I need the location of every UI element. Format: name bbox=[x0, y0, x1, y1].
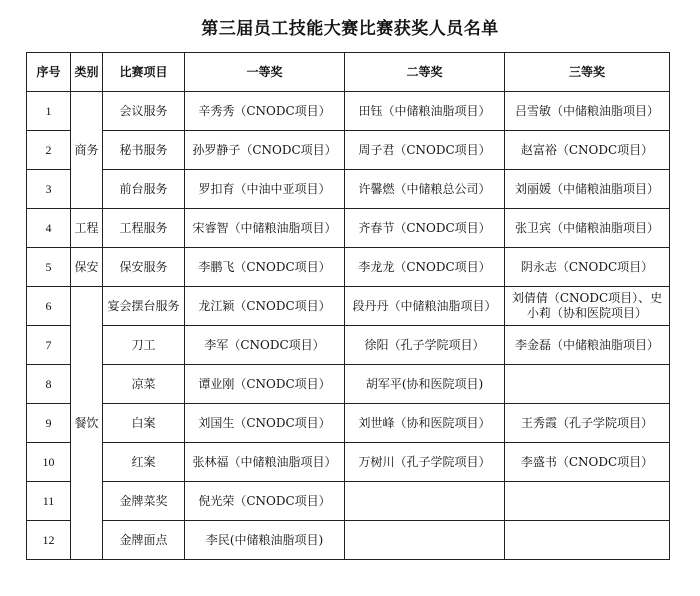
second-prize-cell: 许馨燃（中储粮总公司） bbox=[345, 170, 505, 209]
header-first-prize: 一等奖 bbox=[185, 53, 345, 92]
first-prize-cell: 罗扣育（中油中亚项目） bbox=[185, 170, 345, 209]
second-prize-cell: 徐阳（孔子学院项目） bbox=[345, 326, 505, 365]
second-prize-cell: 刘世峰（协和医院项目） bbox=[345, 404, 505, 443]
table-row bbox=[27, 131, 670, 170]
table-row bbox=[27, 209, 670, 248]
third-prize-cell: 刘倩倩（CNODC项目）、史小莉（协和医院项目） bbox=[505, 287, 670, 326]
header-category: 类别 bbox=[71, 53, 103, 92]
row-number: 5 bbox=[27, 248, 71, 287]
header-event: 比赛项目 bbox=[103, 53, 185, 92]
first-prize-cell: 张林福（中储粮油脂项目） bbox=[185, 443, 345, 482]
table-row bbox=[27, 365, 670, 404]
first-prize-cell: 宋睿智（中储粮油脂项目） bbox=[185, 209, 345, 248]
row-number: 3 bbox=[27, 170, 71, 209]
row-number: 4 bbox=[27, 209, 71, 248]
third-prize-cell: 吕雪敏（中储粮油脂项目） bbox=[505, 92, 670, 131]
header-second-prize: 二等奖 bbox=[345, 53, 505, 92]
second-prize-cell: 田钰（中储粮油脂项目） bbox=[345, 92, 505, 131]
awards-table bbox=[26, 52, 670, 560]
row-number: 2 bbox=[27, 131, 71, 170]
category-cell: 餐饮 bbox=[71, 287, 103, 560]
row-number: 7 bbox=[27, 326, 71, 365]
table-row bbox=[27, 404, 670, 443]
third-prize-cell bbox=[505, 521, 670, 560]
category-cell: 商务 bbox=[71, 92, 103, 209]
category-cell: 工程 bbox=[71, 209, 103, 248]
event-cell: 红案 bbox=[103, 443, 185, 482]
category-cell: 保安 bbox=[71, 248, 103, 287]
event-cell: 前台服务 bbox=[103, 170, 185, 209]
row-number: 8 bbox=[27, 365, 71, 404]
table-row bbox=[27, 521, 670, 560]
table-row bbox=[27, 287, 670, 326]
row-number: 6 bbox=[27, 287, 71, 326]
first-prize-cell: 辛秀秀（CNODC项目） bbox=[185, 92, 345, 131]
third-prize-cell: 赵富裕（CNODC项目） bbox=[505, 131, 670, 170]
third-prize-cell: 张卫宾（中储粮油脂项目） bbox=[505, 209, 670, 248]
event-cell: 工程服务 bbox=[103, 209, 185, 248]
event-cell: 秘书服务 bbox=[103, 131, 185, 170]
second-prize-cell bbox=[345, 482, 505, 521]
first-prize-cell: 刘国生（CNODC项目） bbox=[185, 404, 345, 443]
second-prize-cell: 万树川（孔子学院项目） bbox=[345, 443, 505, 482]
third-prize-cell: 李盛书（CNODC项目） bbox=[505, 443, 670, 482]
event-cell: 凉菜 bbox=[103, 365, 185, 404]
second-prize-cell: 段丹丹（中储粮油脂项目） bbox=[345, 287, 505, 326]
third-prize-cell: 刘丽媛（中储粮油脂项目） bbox=[505, 170, 670, 209]
first-prize-cell: 李军（CNODC项目） bbox=[185, 326, 345, 365]
second-prize-cell: 李龙龙（CNODC项目） bbox=[345, 248, 505, 287]
second-prize-cell: 周子君（CNODC项目） bbox=[345, 131, 505, 170]
table-header-row bbox=[27, 53, 670, 92]
first-prize-cell: 李鹏飞（CNODC项目） bbox=[185, 248, 345, 287]
first-prize-cell: 谭业刚（CNODC项目） bbox=[185, 365, 345, 404]
first-prize-cell: 龙江颖（CNODC项目） bbox=[185, 287, 345, 326]
row-number: 9 bbox=[27, 404, 71, 443]
row-number: 1 bbox=[27, 92, 71, 131]
event-cell: 会议服务 bbox=[103, 92, 185, 131]
table-row bbox=[27, 326, 670, 365]
page-title: 第三届员工技能大赛比赛获奖人员名单 bbox=[201, 19, 499, 39]
table-row bbox=[27, 170, 670, 209]
event-cell: 金牌菜奖 bbox=[103, 482, 185, 521]
first-prize-cell: 倪光荣（CNODC项目） bbox=[185, 482, 345, 521]
row-number: 12 bbox=[27, 521, 71, 560]
event-cell: 刀工 bbox=[103, 326, 185, 365]
first-prize-cell: 孙罗静子（CNODC项目） bbox=[185, 131, 345, 170]
third-prize-cell: 王秀霞（孔子学院项目） bbox=[505, 404, 670, 443]
row-number: 10 bbox=[27, 443, 71, 482]
header-third-prize: 三等奖 bbox=[505, 53, 670, 92]
second-prize-cell bbox=[345, 521, 505, 560]
table-row bbox=[27, 248, 670, 287]
event-cell: 白案 bbox=[103, 404, 185, 443]
event-cell: 宴会摆台服务 bbox=[103, 287, 185, 326]
header-no: 序号 bbox=[27, 53, 71, 92]
third-prize-cell: 李金磊（中储粮油脂项目） bbox=[505, 326, 670, 365]
third-prize-cell bbox=[505, 365, 670, 404]
event-cell: 金牌面点 bbox=[103, 521, 185, 560]
table-row bbox=[27, 443, 670, 482]
first-prize-cell: 李民(中储粮油脂项目) bbox=[185, 521, 345, 560]
table-row bbox=[27, 92, 670, 131]
table-row bbox=[27, 482, 670, 521]
third-prize-cell: 阴永志（CNODC项目） bbox=[505, 248, 670, 287]
second-prize-cell: 胡军平(协和医院项目) bbox=[345, 365, 505, 404]
second-prize-cell: 齐春节（CNODC项目） bbox=[345, 209, 505, 248]
event-cell: 保安服务 bbox=[103, 248, 185, 287]
row-number: 11 bbox=[27, 482, 71, 521]
third-prize-cell bbox=[505, 482, 670, 521]
